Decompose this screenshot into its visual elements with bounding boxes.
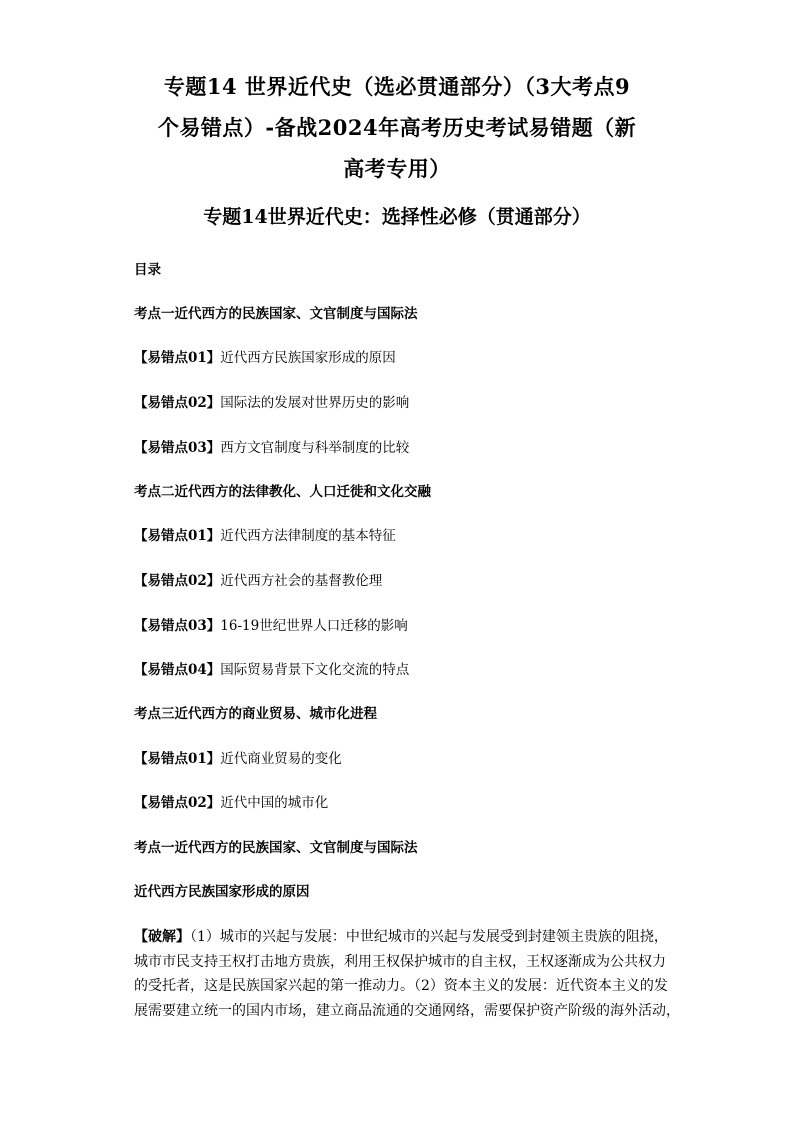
paragraph-line: 的受托者，这是民族国家兴起的第一推动力。（2）资本主义的发展：近代资本主义的发 [134,978,668,995]
toc-item-text: 近代西方社会的基督教伦理 [220,573,383,589]
toc-item-text: 西方文官制度与科举制度的比较 [220,440,410,456]
paragraph-line-text: （1）城市的兴起与发展：中世纪城市的兴起与发展受到封建领主贵族的阻挠， [190,929,668,945]
toc-item-tag: 【易错点02】 [134,795,221,811]
toc-item-text: 近代西方民族国家形成的原因 [220,350,396,366]
toc-item-text: 近代中国的城市化 [220,795,329,811]
toc-item-text: 近代商业贸易的变化 [220,751,342,767]
toc-item-tag: 【易错点02】 [134,395,221,411]
toc-item-tag: 【易错点01】 [134,350,221,366]
title-line-3: 高考专用） [343,156,451,181]
section-heading: 考点一近代西方的民族国家、文官制度与国际法 [134,840,418,856]
toc-item [134,749,342,769]
toc-item [134,571,382,591]
toc-item [134,393,409,413]
toc-label: 目录 [134,262,161,278]
toc-item-tag: 【易错点04】 [134,662,221,678]
paragraph-line: 展需要建立统一的国内市场，建立商品流通的交通网络，需要保护资产阶级的海外活动， [134,1002,680,1019]
document-subtitle: 专题14世界近代史：选择性必修（贯通部分） [203,206,591,228]
toc-section-3: 考点三近代西方的商业贸易、城市化进程 [134,706,377,722]
toc-item [134,526,396,546]
toc-item-text: 16-19世纪世界人口迁移的影响 [220,618,408,634]
toc-item-text: 近代西方法律制度的基本特征 [220,528,396,544]
toc-item-text: 国际法的发展对世界历史的影响 [220,395,410,411]
paragraph-line: 城市市民支持王权打击地方贵族，利用王权保护城市的自主权，王权逐渐成为公共权力 [134,953,666,970]
toc-item [134,616,408,636]
toc-section-1: 考点一近代西方的民族国家、文官制度与国际法 [134,306,418,322]
toc-item [134,438,409,458]
toc-item [134,348,396,368]
document-title [120,66,674,189]
title-line-1: 专题14 世界近代史（选必贯通部分）（3大考点9 [163,74,631,99]
toc-item-tag: 【易错点03】 [134,440,221,456]
explanation-paragraph [134,925,680,1023]
toc-item [134,793,328,813]
toc-item-tag: 【易错点01】 [134,528,221,544]
title-line-2: 个易错点）-备战2024年高考历史考试易错题（新 [157,115,637,140]
toc-section-2: 考点二近代西方的法律教化、人口迁徙和文化交融 [134,484,431,500]
topic-heading: 近代西方民族国家形成的原因 [134,884,310,900]
toc-item [134,660,409,680]
paragraph-tag: 【破解】 [134,929,190,945]
toc-item-tag: 【易错点02】 [134,573,221,589]
toc-item-text: 国际贸易背景下文化交流的特点 [220,662,410,678]
toc-item-tag: 【易错点01】 [134,751,221,767]
toc-item-tag: 【易错点03】 [134,618,221,634]
paragraph-line [134,925,666,950]
